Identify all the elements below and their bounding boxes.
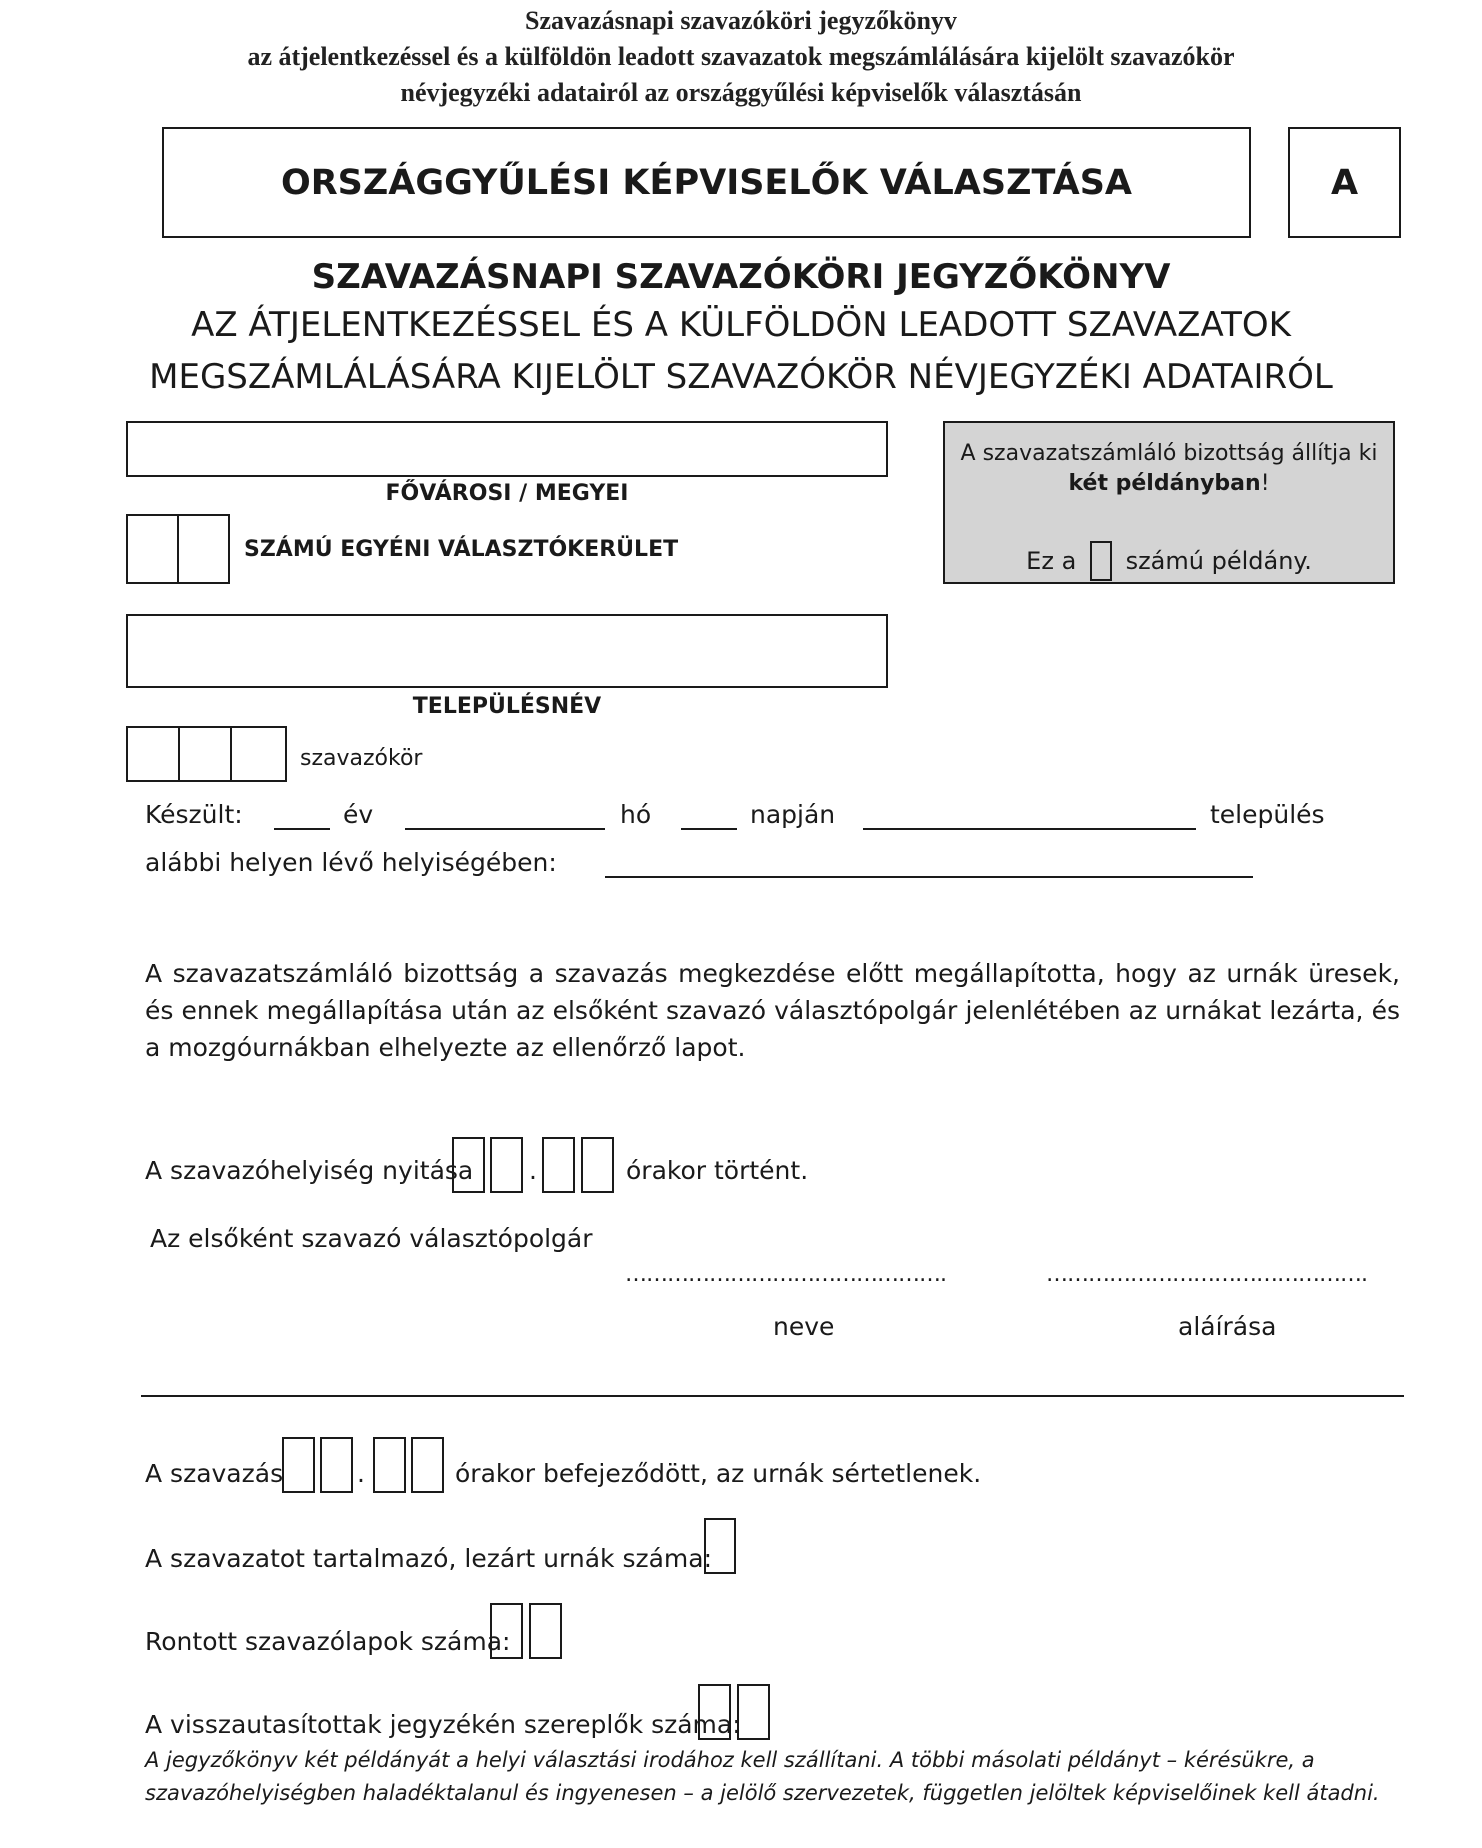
first-voter-signature-field[interactable]: ………………………………………. bbox=[1046, 1262, 1367, 1287]
copy-number-box[interactable] bbox=[1090, 541, 1112, 581]
sealed-urns-count-box[interactable] bbox=[704, 1518, 736, 1574]
closing-hour-digit-2[interactable] bbox=[320, 1437, 353, 1493]
notice-emphasis: két példányban bbox=[1068, 471, 1261, 496]
opening-minute-digit-2[interactable] bbox=[581, 1137, 614, 1193]
opening-separator: . bbox=[529, 1156, 537, 1185]
year-label: év bbox=[343, 800, 374, 829]
rejected-voters-digit-2[interactable] bbox=[737, 1684, 770, 1740]
election-title-box bbox=[162, 127, 1251, 238]
closing-hour-digit-1[interactable] bbox=[282, 1437, 315, 1493]
county-label: FŐVÁROSI / MEGYEI bbox=[385, 481, 629, 506]
place-label: alábbi helyen lévő helyiségében: bbox=[145, 848, 557, 877]
sealed-urns-label: A szavazatot tartalmazó, lezárt urnák száma: bbox=[145, 1544, 713, 1573]
precinct-digit-3[interactable] bbox=[230, 726, 287, 782]
rejected-voters-label: A visszautasítottak jegyzékén szereplők száma: bbox=[145, 1710, 741, 1739]
month-label: hó bbox=[620, 800, 652, 829]
doc-subtitle-1: AZ ÁTJELENTKEZÉSSEL ÉS A KÜLFÖLDÖN LEADOTT SZAVAZATOK bbox=[191, 305, 1291, 345]
settlement-name-field[interactable] bbox=[863, 828, 1196, 830]
section-divider bbox=[141, 1395, 1404, 1397]
year-field[interactable] bbox=[274, 828, 330, 830]
copy-number-pre: Ez a bbox=[1026, 547, 1077, 575]
opening-paragraph: A szavazatszámláló bizottság a szavazás megkezdése előtt megállapította, hogy az urnák üresek, és ennek megállapítása után az elsőként szavazó választópolgár jelenlétében az urnákat lezárta, és a mozgóurnákban elhelyezte az ellenőrző lapot. bbox=[145, 959, 1400, 1062]
doc-subtitle-2: MEGSZÁMLÁLÁSÁRA KIJELÖLT SZAVAZÓKÖR NÉVJEGYZÉKI ADATAIRÓL bbox=[149, 357, 1333, 397]
copy-number-post: számú példány. bbox=[1125, 547, 1312, 575]
header-line-2: az átjelentkezéssel és a külföldön leadott szavazatok megszámlálására kijelölt szavazókör bbox=[247, 42, 1235, 71]
opening-minute-digit-1[interactable] bbox=[542, 1137, 575, 1193]
settlement-label: TELEPÜLÉSNÉV bbox=[412, 694, 602, 719]
form-letter: A bbox=[1330, 162, 1359, 203]
closing-label: A szavazás bbox=[145, 1459, 284, 1488]
closing-suffix: órakor befejeződött, az urnák sértetlenek. bbox=[455, 1459, 982, 1488]
opening-suffix: órakor történt. bbox=[626, 1156, 809, 1185]
district-label: SZÁMÚ EGYÉNI VÁLASZTÓKERÜLET bbox=[244, 537, 679, 562]
district-digit-2[interactable] bbox=[177, 514, 230, 584]
first-voter-name-field[interactable]: ………………………………………. bbox=[625, 1262, 946, 1287]
precinct-digit-1[interactable] bbox=[126, 726, 180, 782]
place-field[interactable] bbox=[605, 876, 1253, 878]
precinct-label: szavazókör bbox=[300, 746, 423, 771]
doc-title: SZAVAZÁSNAPI SZAVAZÓKÖRI JEGYZŐKÖNYV bbox=[311, 257, 1171, 297]
notice-line-1: A szavazatszámláló bizottság állítja ki bbox=[960, 441, 1378, 466]
closing-minute-digit-1[interactable] bbox=[373, 1437, 406, 1493]
first-voter-label: Az elsőként szavazó választópolgár bbox=[150, 1224, 593, 1253]
rejected-voters-digit-1[interactable] bbox=[698, 1684, 731, 1740]
month-field[interactable] bbox=[405, 828, 605, 830]
first-voter-name-label: neve bbox=[773, 1312, 835, 1341]
spoiled-ballots-label: Rontott szavazólapok száma: bbox=[145, 1627, 511, 1656]
closing-separator: . bbox=[357, 1459, 365, 1488]
footnote-line-1: A jegyzőkönyv két példányát a helyi választási irodához kell szállítani. A többi másolati példányt – kérésükre, a bbox=[145, 1748, 1315, 1772]
day-field[interactable] bbox=[681, 828, 737, 830]
notice-exclaim: ! bbox=[1260, 471, 1270, 496]
notice-line-2 bbox=[945, 471, 1393, 496]
footnote-line-2: szavazóhelyiségben haladéktalanul és ingyenesen – a jelölő szervezetek, független jelöltek képviselőinek kell átadni. bbox=[145, 1781, 1380, 1805]
spoiled-ballots-digit-1[interactable] bbox=[490, 1603, 523, 1659]
copy-number-row bbox=[945, 541, 1393, 581]
opening-hour-digit-1[interactable] bbox=[452, 1137, 485, 1193]
form-letter-box bbox=[1288, 127, 1401, 238]
first-voter-signature-label: aláírása bbox=[1178, 1312, 1277, 1341]
district-digit-1[interactable] bbox=[126, 514, 179, 584]
spoiled-ballots-digit-2[interactable] bbox=[529, 1603, 562, 1659]
settlement-word: település bbox=[1210, 800, 1325, 829]
copy-notice-box bbox=[943, 421, 1395, 584]
header-line-1: Szavazásnapi szavazóköri jegyzőkönyv bbox=[525, 6, 957, 35]
county-field[interactable] bbox=[126, 421, 888, 477]
opening-label: A szavazóhelyiség nyitása bbox=[145, 1156, 474, 1185]
made-label: Készült: bbox=[145, 800, 243, 829]
header-line-3: névjegyzéki adatairól az országgyűlési képviselők választásán bbox=[400, 78, 1082, 107]
day-label: napján bbox=[750, 800, 836, 829]
closing-minute-digit-2[interactable] bbox=[411, 1437, 444, 1493]
opening-hour-digit-2[interactable] bbox=[490, 1137, 523, 1193]
election-title: ORSZÁGGYŰLÉSI KÉPVISELŐK VÁLASZTÁSA bbox=[280, 162, 1133, 203]
settlement-field[interactable] bbox=[126, 614, 888, 688]
precinct-digit-2[interactable] bbox=[178, 726, 232, 782]
